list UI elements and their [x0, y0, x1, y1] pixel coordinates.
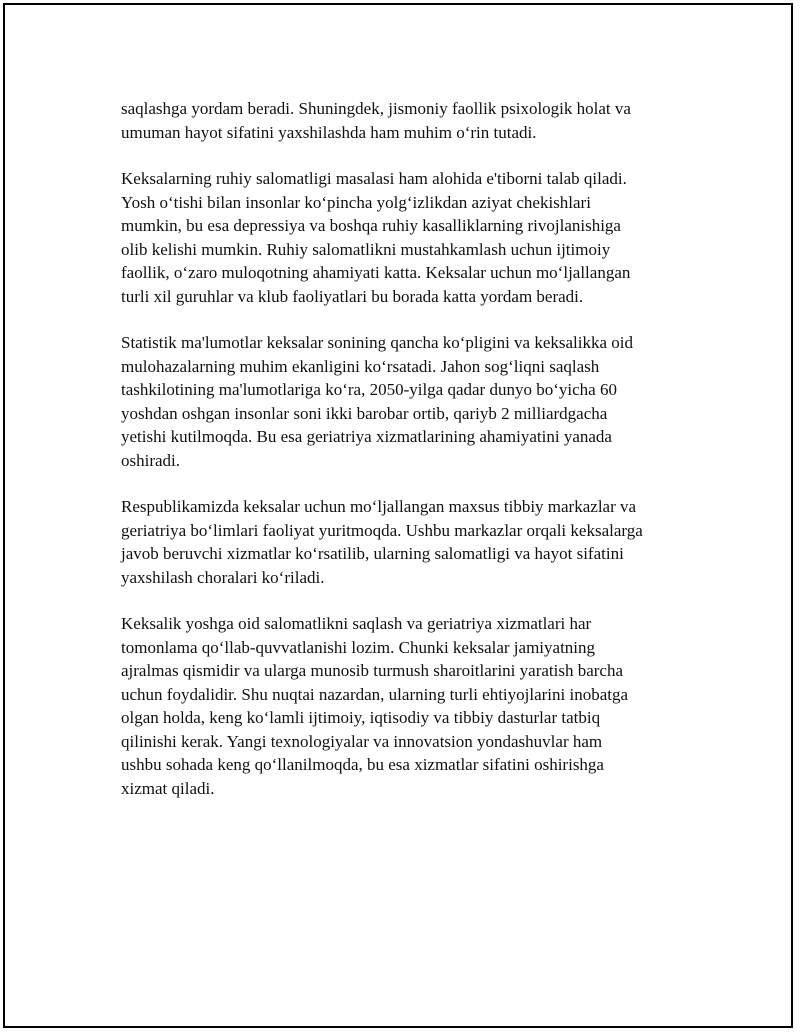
page-frame [3, 3, 793, 1028]
text-line: tashkilotining ma'lumotlariga ko‘ra, 2050-yilga qadar dunyo bo‘yicha 60 [121, 380, 617, 399]
text-line: Keksalarning ruhiy salomatligi masalasi ham alohida e'tiborni talab qiladi. [121, 169, 627, 188]
text-line: mulohazalarning muhim ekanligini ko‘rsatadi. Jahon sog‘liqni saqlash [121, 356, 600, 376]
text-line: yoshdan oshgan insonlar soni ikki barobar ortib, qariyb 2 milliardgacha [121, 403, 608, 423]
text-line: Keksalik yoshga oid salomatlikni saqlash va geriatriya xizmatlari har [121, 614, 592, 633]
text-line: Yosh o‘tishi bilan insonlar ko‘pincha yolg‘izlikdan aziyat chekishlari [121, 192, 591, 212]
text-line: yaxshilash choralari ko‘riladi. [121, 567, 325, 587]
text-line: olgan holda, keng ko‘lamli ijtimoiy, iqtisodiy va tibbiy dasturlar tatbiq [121, 708, 601, 727]
text-line: qilinishi kerak. Yangi texnologiyalar va innovatsion yondashuvlar ham [121, 731, 603, 751]
text-line: ajralmas qismidir va ularga munosib turmush sharoitlarini yaratish barcha [121, 661, 624, 680]
text-line: turli xil guruhlar va klub faoliyatlari bu borada katta yordam beradi. [121, 286, 584, 306]
text-line: Statistik ma'lumotlar keksalar sonining qancha ko‘pligini va keksalikka oid [121, 333, 634, 352]
text-line: tomonlama qo‘llab-quvvatlanishi lozim. Chunki keksalar jamiyatning [121, 637, 596, 657]
text-line: ushbu sohada keng qo‘llanilmoqda, bu esa xizmatlar sifatini oshirishga [121, 755, 604, 774]
text-line: mumkin, bu esa depressiya va boshqa ruhiy kasalliklarning rivojlanishiga [121, 216, 621, 235]
paragraph-5 [121, 612, 701, 800]
text-line: javob beruvchi xizmatlar ko‘rsatilib, ularning salomatligi va hayot sifatini [121, 544, 624, 563]
paragraph-3 [121, 331, 701, 472]
paragraph-1 [121, 97, 701, 144]
text-line: uchun foydalidir. Shu nuqtai nazardan, ularning turli ehtiyojlarini inobatga [121, 684, 629, 704]
text-line: Respublikamizda keksalar uchun mo‘ljallangan maxsus tibbiy markazlar va [121, 497, 637, 516]
text-line: saqlashga yordam beradi. Shuningdek, jismoniy faollik psixologik holat va [121, 99, 631, 118]
text-line: xizmat qiladi. [121, 778, 215, 798]
paragraph-2 [121, 167, 701, 308]
document-body [121, 97, 701, 823]
text-line: umuman hayot sifatini yaxshilashda ham muhim o‘rin tutadi. [121, 122, 537, 142]
text-line: oshiradi. [121, 450, 181, 470]
text-line: faollik, o‘zaro muloqotning ahamiyati katta. Keksalar uchun mo‘ljallangan [121, 263, 631, 282]
text-line: olib kelishi mumkin. Ruhiy salomatlikni mustahkamlash uchun ijtimoiy [121, 239, 611, 259]
paragraph-4 [121, 495, 701, 589]
text-line: geriatriya bo‘limlari faoliyat yuritmoqda. Ushbu markazlar orqali keksalarga [121, 520, 643, 540]
text-line: yetishi kutilmoqda. Bu esa geriatriya xizmatlarining ahamiyatini yanada [121, 427, 612, 446]
